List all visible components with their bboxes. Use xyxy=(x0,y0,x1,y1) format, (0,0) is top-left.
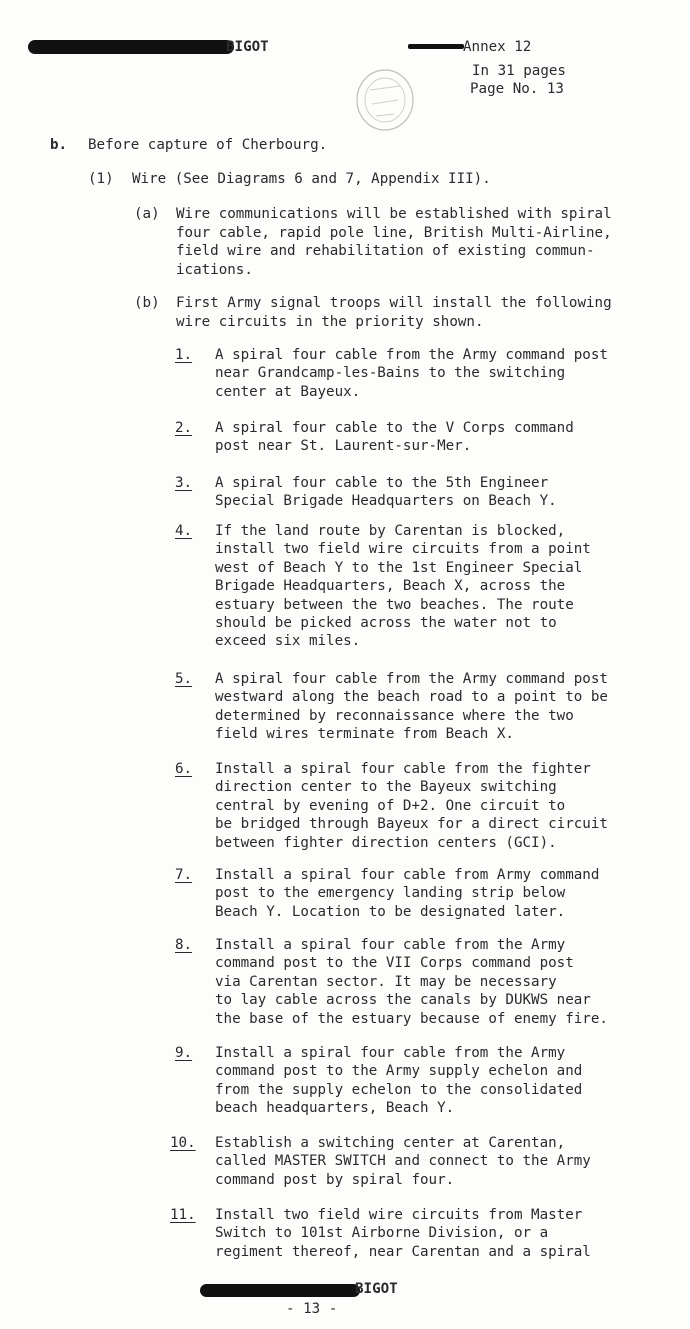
item-number: 6. xyxy=(175,761,193,777)
item-text-line: If the land route by Carentan is blocked, xyxy=(215,523,566,539)
page-count: In 31 pages xyxy=(472,63,566,79)
section-marker: b. xyxy=(50,137,68,153)
item-text-line: near Grandcamp-les-Bains to the switching xyxy=(215,365,566,382)
footer-page-label: - 13 - xyxy=(286,1301,338,1317)
item-text-line: westward along the beach road to a point to be xyxy=(215,689,608,706)
section-title: Before capture of Cherbourg. xyxy=(88,137,328,153)
item-text-line: command post to the VII Corps command post xyxy=(215,955,574,972)
item-number: 1. xyxy=(175,347,193,363)
item-text-line: A spiral four cable from the Army command post xyxy=(215,671,608,687)
item-text-line: beach headquarters, Beach Y. xyxy=(215,1100,455,1117)
para-b-marker: (b) xyxy=(134,295,160,311)
item-text-line: estuary between the two beaches. The route xyxy=(215,596,574,613)
item-text-line: via Carentan sector. It may be necessary xyxy=(215,973,557,990)
item-text-line: post to the emergency landing strip below xyxy=(215,885,566,902)
item-text-line: Install a spiral four cable from the Army xyxy=(215,1045,566,1061)
annex-label: Annex 12 xyxy=(463,39,532,55)
item-text-line: Install a spiral four cable from Army command xyxy=(215,867,600,883)
item-number: 9. xyxy=(175,1045,193,1061)
item-number: 11. xyxy=(170,1207,196,1223)
received-stamp xyxy=(340,60,430,140)
item-text-line: should be picked across the water not to xyxy=(215,615,557,631)
item-text-line: Install a spiral four cable from the fighter xyxy=(215,761,591,777)
item-number: 4. xyxy=(175,523,193,539)
classification-mark-bottom: BIGOT xyxy=(355,1281,398,1297)
item-text-line: central by evening of D+2. One circuit to xyxy=(215,797,566,814)
classification-mark-top: BIGOT xyxy=(226,39,269,55)
item-text-line: command post by spiral four. xyxy=(215,1171,455,1188)
item-text-line: A spiral four cable from the Army command post xyxy=(215,347,608,363)
item-number: 8. xyxy=(175,937,193,953)
redaction-bar-bottom xyxy=(200,1284,360,1297)
item-number: 5. xyxy=(175,671,193,687)
subsection-title: Wire (See Diagrams 6 and 7, Appendix III). xyxy=(132,171,491,187)
para-a-line: Wire communications will be established with spiral xyxy=(176,206,612,222)
item-text-line: the base of the estuary because of enemy fire. xyxy=(215,1010,608,1027)
item-text-line: Install two field wire circuits from Master xyxy=(215,1207,583,1223)
item-text-line: Special Brigade Headquarters on Beach Y. xyxy=(215,493,557,510)
item-text-line: between fighter direction centers (GCI). xyxy=(215,834,557,851)
item-text-line: direction center to the Bayeux switching xyxy=(215,779,557,796)
para-b-line: First Army signal troops will install the following xyxy=(176,295,612,311)
item-text-line: A spiral four cable to the 5th Engineer xyxy=(215,475,549,491)
para-b-line: wire circuits in the priority shown. xyxy=(176,313,484,330)
redaction-bar-top xyxy=(28,40,234,54)
item-text-line: install two field wire circuits from a point xyxy=(215,541,591,558)
item-number: 3. xyxy=(175,475,193,491)
item-text-line: west of Beach Y to the 1st Engineer Special xyxy=(215,559,583,576)
item-text-line: determined by reconnaissance where the two xyxy=(215,707,574,724)
item-text-line: called MASTER SWITCH and connect to the Army xyxy=(215,1153,591,1170)
item-text-line: exceed six miles. xyxy=(215,633,361,650)
para-a-line: field wire and rehabilitation of existing commun- xyxy=(176,243,595,259)
item-text-line: regiment thereof, near Carentan and a spiral xyxy=(215,1243,591,1260)
item-number: 2. xyxy=(175,420,193,436)
item-text-line: A spiral four cable to the V Corps command xyxy=(215,420,574,436)
item-text-line: post near St. Laurent-sur-Mer. xyxy=(215,438,472,455)
subsection-marker: (1) xyxy=(88,171,114,187)
item-text-line: Brigade Headquarters, Beach X, across the xyxy=(215,578,566,595)
item-number: 7. xyxy=(175,867,193,883)
item-text-line: be bridged through Bayeux for a direct circuit xyxy=(215,816,608,833)
item-text-line: command post to the Army supply echelon and xyxy=(215,1063,583,1080)
item-text-line: Switch to 101st Airborne Division, or a xyxy=(215,1225,549,1242)
item-text-line: Establish a switching center at Carentan, xyxy=(215,1135,566,1151)
para-a-marker: (a) xyxy=(134,206,160,222)
para-a-line: four cable, rapid pole line, British Multi-Airline, xyxy=(176,224,612,241)
item-text-line: field wires terminate from Beach X. xyxy=(215,726,514,743)
item-text-line: Install a spiral four cable from the Army xyxy=(215,937,566,953)
page-number: Page No. 13 xyxy=(470,81,564,97)
redaction-bar-annex xyxy=(408,44,464,49)
item-number: 10. xyxy=(170,1135,196,1151)
item-text-line: center at Bayeux. xyxy=(215,383,361,400)
item-text-line: to lay cable across the canals by DUKWS near xyxy=(215,992,591,1009)
item-text-line: from the supply echelon to the consolidated xyxy=(215,1081,583,1098)
item-text-line: Beach Y. Location to be designated later. xyxy=(215,903,566,920)
para-a-line: ications. xyxy=(176,261,253,278)
